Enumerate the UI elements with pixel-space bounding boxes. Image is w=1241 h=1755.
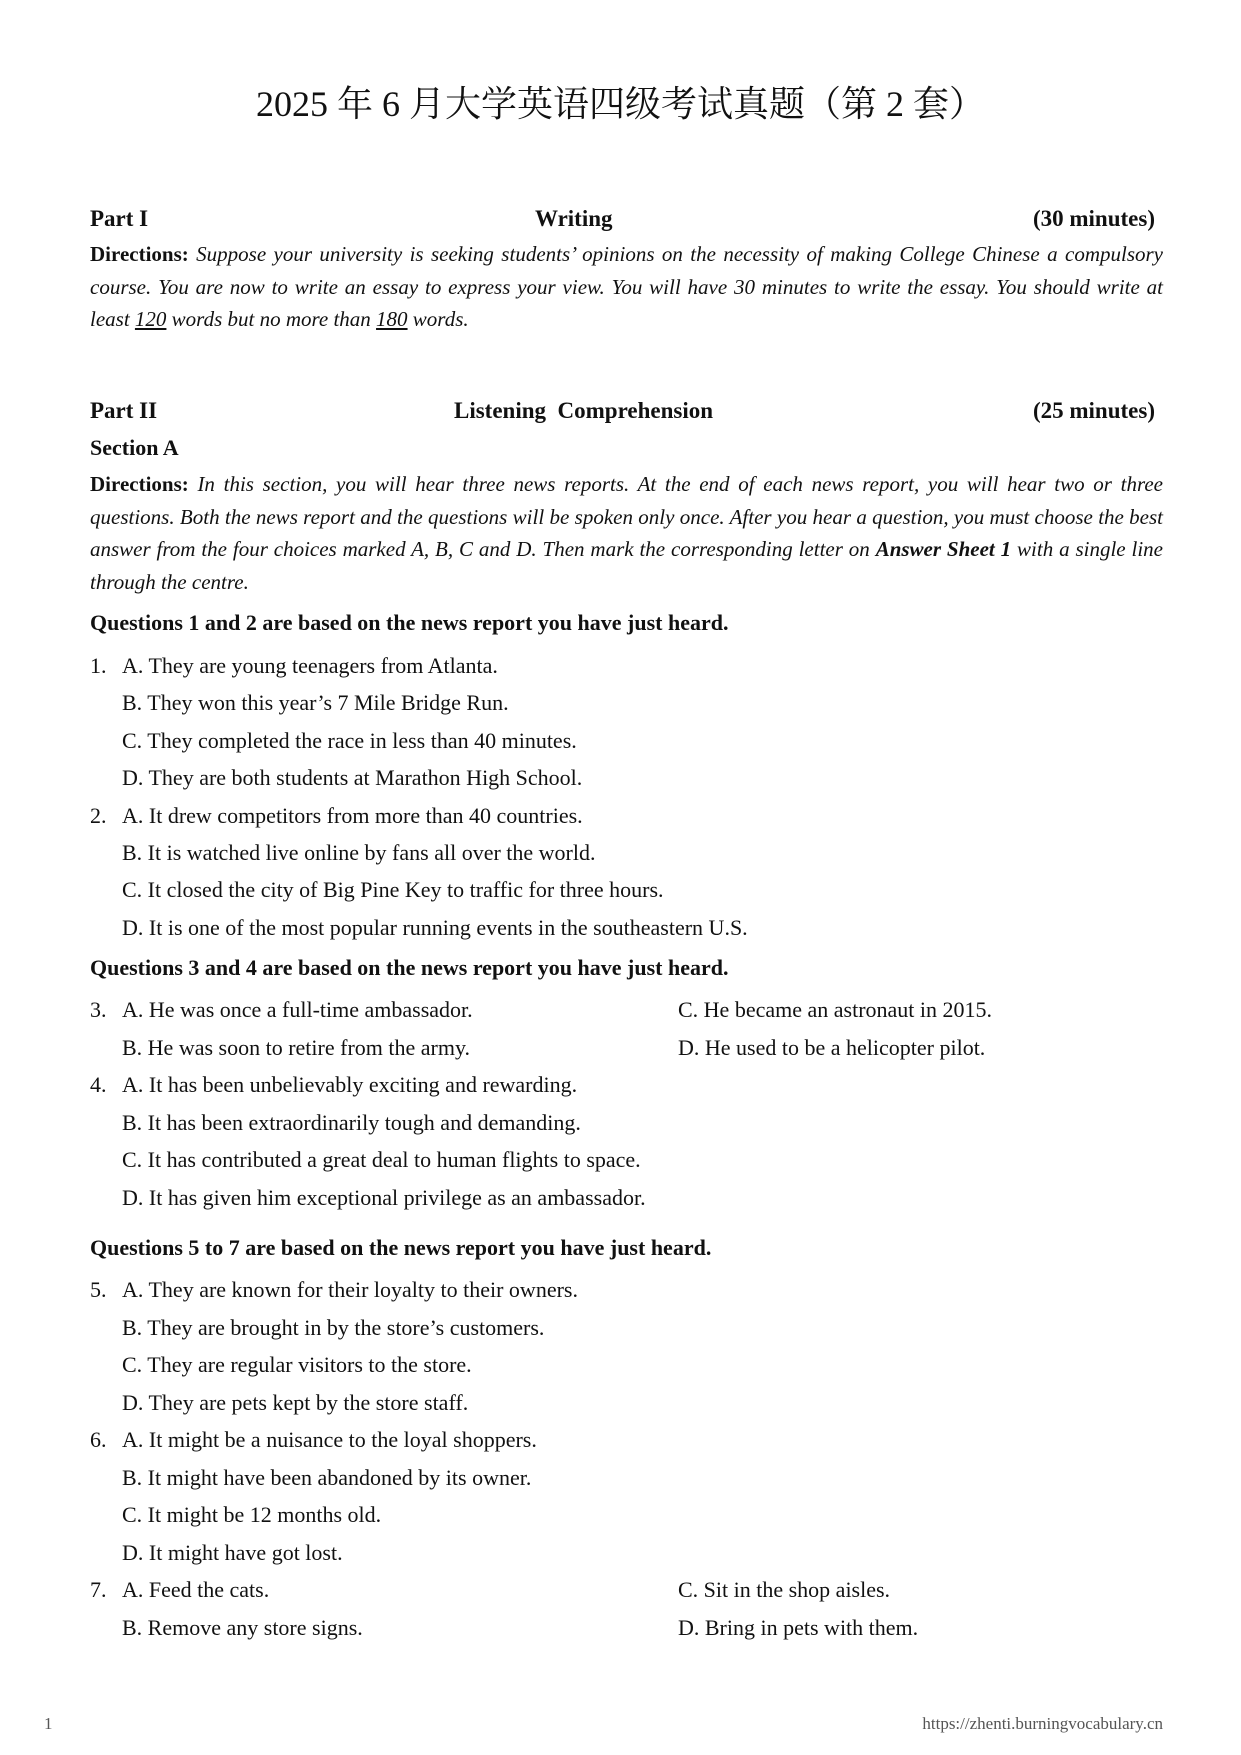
option-d: D. It is one of the most popular running events in the southeastern U.S. — [122, 915, 748, 940]
part-1-name: Writing — [535, 206, 613, 231]
option-d: D. They are pets kept by the store staff. — [122, 1390, 469, 1415]
part-2-directions — [90, 468, 1163, 598]
question-group-header: Questions 5 to 7 are based on the news report you have just heard. — [90, 1235, 712, 1260]
directions-label: Directions: — [90, 472, 189, 496]
question-number: 1. — [90, 653, 107, 678]
part-2-label: Part II — [90, 398, 158, 423]
question-number: 7. — [90, 1577, 107, 1602]
option-a: A. They are known for their loyalty to their owners. — [122, 1277, 578, 1302]
option-a: A. He was once a full-time ambassador. — [122, 997, 473, 1022]
page-number: 1 — [44, 1714, 53, 1733]
option-b: B. They are brought in by the store’s customers. — [122, 1315, 545, 1340]
option-b: B. It might have been abandoned by its owner. — [122, 1465, 532, 1490]
option-c: C. They are regular visitors to the store. — [122, 1352, 472, 1377]
option-d: D. It might have got lost. — [122, 1540, 343, 1565]
question-number: 4. — [90, 1072, 107, 1097]
question-number: 6. — [90, 1427, 107, 1452]
option-c: C. It might be 12 months old. — [122, 1502, 382, 1527]
option-b: B. It is watched live online by fans all over the world. — [122, 840, 596, 865]
option-c: C. It closed the city of Big Pine Key to traffic for three hours. — [122, 877, 664, 902]
option-b: B. It has been extraordinarily tough and demanding. — [122, 1110, 581, 1135]
part-1-label: Part I — [90, 206, 149, 231]
option-b: B. Remove any store signs. — [122, 1615, 363, 1640]
footer-url[interactable]: https://zhenti.burningvocabulary.cn — [922, 1714, 1163, 1733]
option-d: D. It has given him exceptional privilege as an ambassador. — [122, 1185, 646, 1210]
part-2-name: Listening Comprehension — [454, 398, 714, 423]
part-1-directions — [90, 238, 1163, 336]
option-a: A. It has been unbelievably exciting and rewarding. — [122, 1072, 578, 1097]
part-2-header — [90, 398, 1155, 428]
answer-sheet-ref: Answer Sheet 1 — [875, 537, 1012, 561]
question-group-header: Questions 1 and 2 are based on the news report you have just heard. — [90, 610, 729, 635]
directions-text: In this section, you will hear three news reports. At the end of each news report, you will hear two or three questions. Both the news report and the questions will be spoken only once. After you hear a question, you must choose the best answer from the four choices marked A, B, C and D. Then mark the corresponding letter on Answer Sheet 1 with a single line through the centre. — [90, 472, 1163, 594]
option-c: C. They completed the race in less than 40 minutes. — [122, 728, 577, 753]
option-b: B. He was soon to retire from the army. — [122, 1035, 471, 1060]
option-b: B. They won this year’s 7 Mile Bridge Run. — [122, 690, 509, 715]
option-c: C. It has contributed a great deal to human flights to space. — [122, 1147, 641, 1172]
question-number: 5. — [90, 1277, 107, 1302]
question-group-header: Questions 3 and 4 are based on the news report you have just heard. — [90, 955, 729, 980]
min-words: 120 — [134, 307, 167, 331]
option-d: D. Bring in pets with them. — [678, 1615, 919, 1640]
question-number: 3. — [90, 997, 107, 1022]
directions-text: Suppose your university is seeking students’ opinions on the necessity of making College Chinese a compulsory course. You are now to write an essay to express your view. You will have 30 minutes to write the essay. You should write at least 120 words but no more than 180 words. — [90, 242, 1163, 331]
section-a-heading: Section A — [90, 435, 179, 460]
option-a: A. It might be a nuisance to the loyal shoppers. — [122, 1427, 537, 1452]
option-a: A. Feed the cats. — [122, 1577, 270, 1602]
option-c: C. He became an astronaut in 2015. — [678, 997, 993, 1022]
part-1-time: (30 minutes) — [1032, 206, 1155, 231]
option-d: D. He used to be a helicopter pilot. — [678, 1035, 986, 1060]
part-2-time: (25 minutes) — [1032, 398, 1155, 423]
directions-label: Directions: — [90, 242, 189, 266]
option-a: A. They are young teenagers from Atlanta. — [122, 653, 498, 678]
option-a: A. It drew competitors from more than 40 countries. — [122, 803, 583, 828]
option-c: C. Sit in the shop aisles. — [678, 1577, 891, 1602]
option-d: D. They are both students at Marathon High School. — [122, 765, 583, 790]
page-title: 2025 年 6 月大学英语四级考试真题（第 2 套） — [255, 84, 985, 124]
max-words: 180 — [376, 307, 408, 331]
question-number: 2. — [90, 803, 107, 828]
part-1-header — [90, 206, 1155, 236]
